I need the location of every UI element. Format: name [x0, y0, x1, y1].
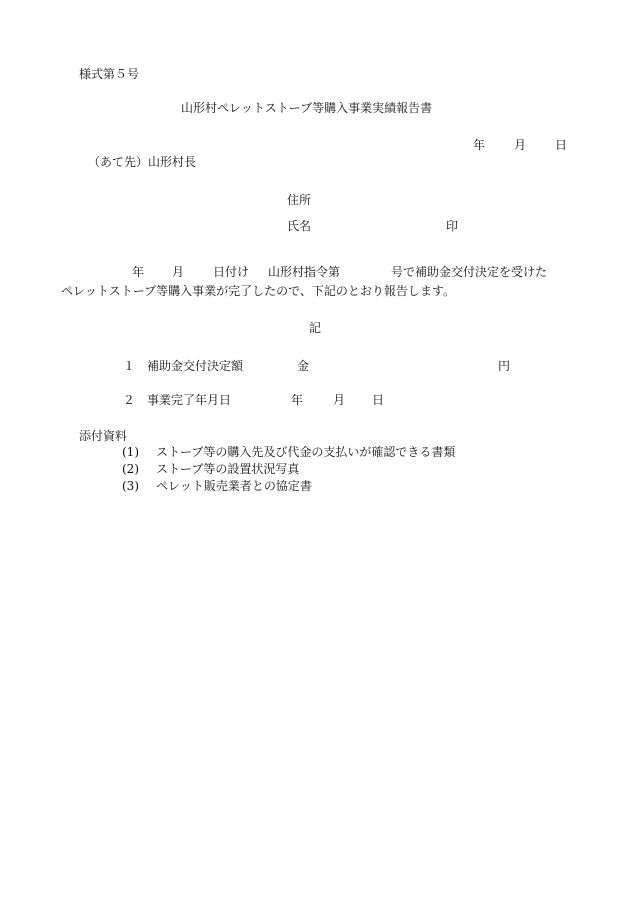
body-number-rest: 号で補助金交付決定を受けた	[391, 265, 548, 279]
body-day-suffix: 日付け	[213, 265, 250, 279]
body-line-2: ペレットストーブ等購入事業が完了したので、下記のとおり報告します。	[61, 284, 455, 298]
attachment-1-text: ストーブ等の購入先及び代金の支払いが確認できる書類	[156, 445, 456, 459]
body-month: 月	[172, 265, 185, 279]
document-title: 山形村ペレットストーブ等購入事業実績報告書	[181, 101, 433, 115]
item-1-unit: 円	[498, 359, 511, 373]
item-2-number: ２	[123, 393, 136, 407]
attachment-3-number: (3)	[122, 479, 139, 493]
addressee: （あて先）山形村長	[88, 155, 197, 169]
attachment-2-number: (2)	[122, 462, 139, 476]
item-2-month: 月	[333, 393, 346, 407]
ki-heading: 記	[309, 321, 322, 335]
item-2-year: 年	[291, 393, 304, 407]
date-year-label: 年	[473, 138, 486, 152]
body-directive: 山形村指令第	[268, 265, 341, 279]
name-label: 氏名	[287, 219, 312, 233]
item-2-label: 事業完了年月日	[147, 393, 232, 407]
attachment-1-number: (1)	[122, 445, 139, 459]
body-year: 年	[132, 265, 145, 279]
item-1-prefix: 金	[297, 359, 310, 373]
attachment-3-text: ペレット販売業者との協定書	[156, 479, 312, 493]
attachments-heading: 添付資料	[79, 429, 128, 443]
item-1-label: 補助金交付決定額	[147, 359, 244, 373]
item-1-number: １	[123, 359, 136, 373]
form-number: 様式第５号	[79, 67, 140, 81]
seal-mark: 印	[446, 219, 459, 233]
item-2-day: 日	[372, 393, 385, 407]
date-day-label: 日	[555, 138, 568, 152]
address-label: 住所	[287, 193, 312, 207]
attachment-2-text: ストーブ等の設置状況写真	[156, 462, 300, 476]
date-month-label: 月	[514, 138, 527, 152]
